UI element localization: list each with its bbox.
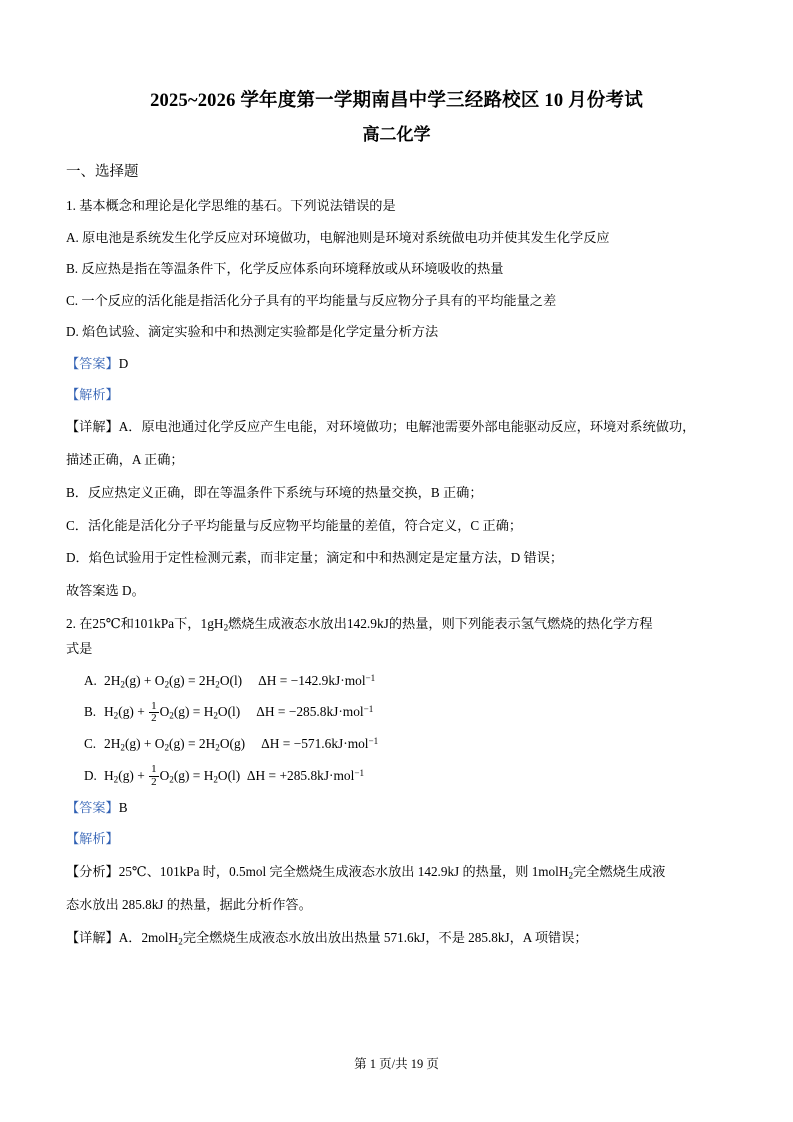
question-2-analysis-label — [66, 827, 727, 851]
h2-formula: $H_2$ — [558, 863, 574, 881]
question-1-detail-line: 描述正确，A 正确； — [66, 452, 184, 468]
q2-mass-sub: 2 — [223, 622, 229, 633]
q2-stem-part3: 下， — [174, 615, 201, 631]
question-1-analysis-label — [66, 383, 727, 407]
question-1-option-a: A. 原电池是系统发生化学反应对环境做功，电解池则是环境对系统做电功并使其发生化学反应 — [66, 229, 610, 245]
question-2-option-d — [66, 764, 727, 789]
question-2-analysis-line: 态水放出 285.8kJ 的热量，据此分析作答。 — [66, 896, 312, 912]
detail-text: 【详解】A．2mol — [66, 929, 169, 945]
analysis-label: 【解析】 — [66, 386, 119, 402]
section-heading: 一、选择题 — [66, 164, 139, 181]
page-title: 2025~2026 学年度第一学期南昌中学三经路校区 10 月份考试 — [150, 91, 643, 111]
question-2-stem-line2: 式是 — [66, 641, 93, 657]
page-footer: 第 1 页/共 19 页 — [354, 1057, 439, 1071]
analysis-text: 【分析】25℃、101kPa 时，0.5mol 完全燃烧生成液态水放出 142.9kJ 的热量，则 1mol — [66, 863, 559, 879]
option-letter: A. — [84, 672, 97, 688]
question-1-detail-line: 【详解】A．原电池通过化学反应产生电能，对环境做功；电解池需要外部电能驱动反应，环境对系统做功， — [66, 419, 696, 435]
analysis-label: 【解析】 — [66, 831, 119, 847]
question-2-analysis-line — [66, 859, 727, 885]
question-2-option-c — [66, 732, 727, 757]
option-equation: $H_2(g)$ + $\frac{1}{2}$ $O_2(g) = H_2O(l) \Delta H = +285.8kJ\cdot mol^{-1}$ — [104, 763, 365, 788]
question-2-stem — [66, 611, 727, 637]
q2-mass — [201, 616, 229, 631]
q2-stem-part4: 燃烧生成液态水放出 — [228, 615, 347, 631]
q2-pressure: 101kPa — [133, 615, 175, 631]
question-1-stem: 1. 基本概念和理论是化学思维的基石。下列说法错误的是 — [66, 198, 396, 214]
question-1-detail-line: D．焰色试验用于定性检测元素，而非定量；滴定和中和热测定是定量方法，D 错误； — [66, 550, 564, 566]
answer-value: D — [118, 355, 129, 371]
option-letter: B. — [84, 704, 97, 720]
option-letter: C. — [84, 736, 97, 752]
question-2-answer — [66, 796, 727, 820]
question-2-detail-line — [66, 925, 727, 951]
detail-text: 完全燃烧生成液态水放出放出热量 571.6kJ，不是 285.8kJ，A 项错误； — [182, 929, 588, 945]
analysis-text: 完全燃烧生成液 — [573, 863, 666, 879]
question-1-detail-line: B．反应热定义正确，即在等温条件下系统与环境的热量交换，B 正确； — [66, 484, 483, 500]
question-1-option-c: C. 一个反应的活化能是指活化分子具有的平均能量与反应物分子具有的平均能量之差 — [66, 292, 557, 308]
q2-energy: 142.9kJ — [346, 615, 389, 631]
answer-label: 【答案】 — [66, 355, 119, 371]
question-1-detail-line: C．活化能是活化分子平均能量与反应物平均能量的差值，符合定义，C 正确； — [66, 517, 523, 533]
question-1-option-d: D. 焰色试验、滴定实验和中和热测定实验都是化学定量分析方法 — [66, 324, 439, 340]
question-2-option-a — [66, 669, 727, 694]
h2-formula: $H_2$ — [168, 929, 183, 947]
option-equation: $2H_2(g) + O_2(g) = 2H_2O(l) \Delta H = -142.9kJ\cdot mol^{-1}$ — [104, 672, 376, 690]
q2-stem-part1: 2. 在 — [66, 615, 93, 631]
q2-temperature: 25℃ — [92, 615, 121, 631]
question-1-detail-line: 故答案选 D。 — [66, 583, 145, 599]
option-letter: D. — [84, 767, 97, 783]
question-1-option-b: B. 反应热是指在等温条件下，化学反应体系向环境释放或从环境吸收的热量 — [66, 261, 504, 277]
option-equation: $2H_2(g) + O_2(g) = 2H_2O(g) \Delta H = -571.6kJ\cdot mol^{-1}$ — [104, 736, 379, 753]
answer-label: 【答案】 — [66, 799, 119, 815]
question-1-answer — [66, 352, 727, 376]
answer-value: B — [118, 799, 128, 815]
q2-stem-part5: 的热量，则下列能表示氢气燃烧的热化学方程 — [388, 615, 653, 631]
q2-mass-text: 1gH — [200, 615, 224, 631]
option-equation: $H_2(g)$ + $\frac{1}{2}$ $O_2(g) = H_2O(l) \Delta H = -285.8kJ\cdot mol^{-1}$ — [104, 699, 374, 725]
page-subtitle: 高二化学 — [362, 124, 431, 144]
q2-stem-part2: 和 — [120, 615, 134, 631]
question-2-option-b — [66, 700, 727, 725]
